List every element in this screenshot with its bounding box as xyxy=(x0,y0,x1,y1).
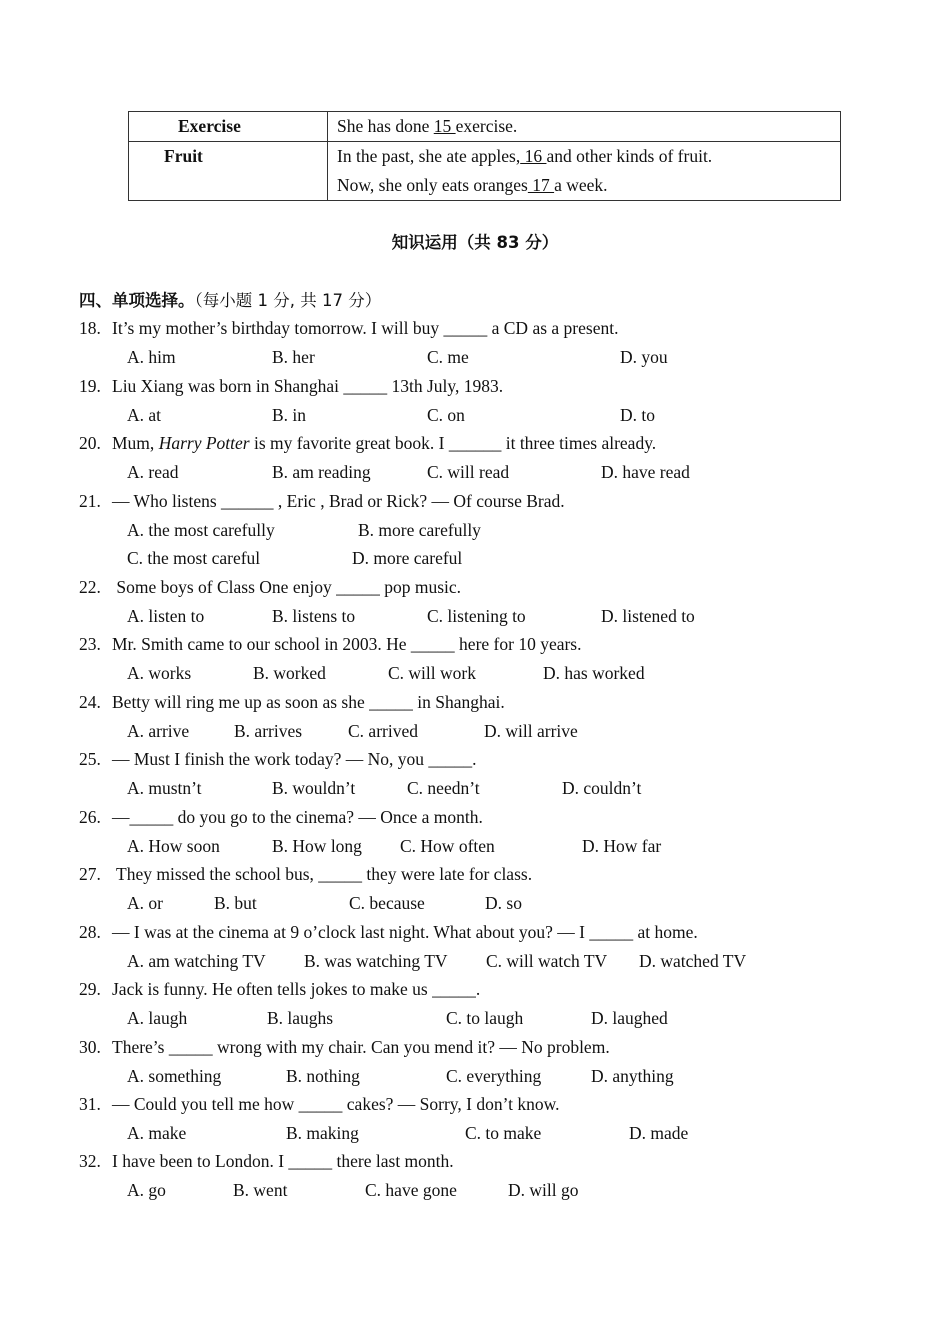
option-c[interactable]: C. arrived xyxy=(348,721,418,741)
option-c[interactable]: C. will work xyxy=(388,663,476,683)
row-value-cell xyxy=(328,112,841,142)
option-b[interactable]: B. more carefully xyxy=(358,520,481,540)
blank-16: 16 xyxy=(520,146,547,166)
question-number: 28. xyxy=(79,922,101,942)
question-text: Liu Xiang was born in Shanghai _____ 13th July, 1983. xyxy=(112,376,504,396)
option-a[interactable]: A. laugh xyxy=(127,1008,188,1028)
question-text: Some boys of Class One enjoy _____ pop music. xyxy=(112,577,462,597)
option-b[interactable]: B. listens to xyxy=(272,606,356,626)
option-c[interactable]: C. How often xyxy=(400,836,495,856)
option-a[interactable]: A. listen to xyxy=(127,606,205,626)
option-a[interactable]: A. read xyxy=(127,462,179,482)
question-25 xyxy=(79,749,477,770)
option-d[interactable]: D. to xyxy=(620,405,655,425)
option-c[interactable]: C. me xyxy=(427,347,469,367)
table-row xyxy=(129,142,841,201)
option-d[interactable]: D. made xyxy=(629,1123,689,1143)
row-label-cell xyxy=(129,142,328,201)
question-number: 25. xyxy=(79,749,101,769)
option-d[interactable]: D. listened to xyxy=(601,606,695,626)
question-text: —_____ do you go to the cinema? — Once a month. xyxy=(112,807,483,827)
question-text: Mr. Smith came to our school in 2003. He _____ here for 10 years. xyxy=(112,634,582,654)
option-b[interactable]: B. am reading xyxy=(272,462,371,482)
option-a[interactable]: A. go xyxy=(127,1180,166,1200)
question-32 xyxy=(79,1151,454,1172)
option-d[interactable]: D. has worked xyxy=(543,663,645,683)
section-title: 知识运用（共 83 分） xyxy=(391,233,559,252)
option-b[interactable]: B. How long xyxy=(272,836,362,856)
option-d[interactable]: D. watched TV xyxy=(639,951,747,971)
option-d[interactable]: D. have read xyxy=(601,462,690,482)
question-number: 22. xyxy=(79,577,101,597)
option-c[interactable]: C. to make xyxy=(465,1123,542,1143)
option-d[interactable]: D. How far xyxy=(582,836,662,856)
option-a[interactable]: A. or xyxy=(127,893,163,913)
question-number: 29. xyxy=(79,979,101,999)
question-22 xyxy=(79,577,461,598)
table-line xyxy=(337,112,840,141)
blank-15: 15 xyxy=(433,116,456,136)
question-number: 19. xyxy=(79,376,101,396)
row-value-cell xyxy=(328,142,841,201)
option-a[interactable]: A. arrive xyxy=(127,721,190,741)
option-c[interactable]: C. because xyxy=(349,893,425,913)
part-heading-label: 四、单项选择。 xyxy=(79,291,195,310)
option-b[interactable]: B. making xyxy=(286,1123,359,1143)
question-18 xyxy=(79,318,618,339)
question-text: — Must I finish the work today? — No, you _____. xyxy=(112,749,477,769)
option-a[interactable]: A. How soon xyxy=(127,836,220,856)
option-c[interactable]: C. needn’t xyxy=(407,778,480,798)
option-d[interactable]: D. will arrive xyxy=(484,721,578,741)
option-c[interactable]: C. to laugh xyxy=(446,1008,524,1028)
question-number: 32. xyxy=(79,1151,101,1171)
question-number: 30. xyxy=(79,1037,101,1057)
option-b[interactable]: B. worked xyxy=(253,663,326,683)
question-23 xyxy=(79,634,582,655)
option-b[interactable]: B. nothing xyxy=(286,1066,360,1086)
question-text: is my favorite great book. I ______ it three times already. xyxy=(249,433,657,453)
option-b[interactable]: B. went xyxy=(233,1180,288,1200)
question-text: I have been to London. I _____ there last month. xyxy=(112,1151,454,1171)
question-30 xyxy=(79,1037,610,1058)
question-text: There’s _____ wrong with my chair. Can you mend it? — No problem. xyxy=(112,1037,610,1057)
line-text: a week. xyxy=(554,175,608,195)
question-26 xyxy=(79,807,483,828)
option-c[interactable]: C. have gone xyxy=(365,1180,457,1200)
blank-17: 17 xyxy=(527,175,555,195)
option-b[interactable]: B. was watching TV xyxy=(304,951,448,971)
question-text: Betty will ring me up as soon as she _____ in Shanghai. xyxy=(112,692,505,712)
option-d[interactable]: D. you xyxy=(620,347,668,367)
option-b[interactable]: B. wouldn’t xyxy=(272,778,356,798)
line-text: Now, she only eats oranges xyxy=(337,175,528,195)
line-text: exercise. xyxy=(455,116,518,136)
option-a[interactable]: A. make xyxy=(127,1123,187,1143)
option-c[interactable]: C. everything xyxy=(446,1066,542,1086)
option-c[interactable]: C. on xyxy=(427,405,465,425)
option-d[interactable]: D. will go xyxy=(508,1180,579,1200)
summary-table xyxy=(128,111,841,201)
book-title: Harry Potter xyxy=(158,433,250,453)
question-27 xyxy=(79,864,532,885)
option-a[interactable]: A. the most carefully xyxy=(127,520,275,540)
option-b[interactable]: B. in xyxy=(272,405,307,425)
row-label: Exercise xyxy=(178,116,241,136)
option-a[interactable]: A. something xyxy=(127,1066,222,1086)
option-b[interactable]: B. arrives xyxy=(234,721,303,741)
question-text: — I was at the cinema at 9 o’clock last night. What about you? — I _____ at home. xyxy=(112,922,698,942)
question-19 xyxy=(79,376,503,397)
question-text: — Who listens ______ , Eric , Brad or Rick? — Of course Brad. xyxy=(112,491,565,511)
question-text: Jack is funny. He often tells jokes to make us _____. xyxy=(112,979,481,999)
table-line xyxy=(337,171,840,200)
row-label-cell xyxy=(129,112,328,142)
option-b[interactable]: B. laughs xyxy=(267,1008,334,1028)
question-number: 26. xyxy=(79,807,101,827)
line-text: In the past, she ate apples, xyxy=(337,146,521,166)
line-text: She has done xyxy=(337,116,434,136)
question-31 xyxy=(79,1094,560,1115)
question-text: It’s my mother’s birthday tomorrow. I will buy _____ a CD as a present. xyxy=(112,318,619,338)
option-a[interactable]: A. at xyxy=(127,405,162,425)
option-b[interactable]: B. but xyxy=(214,893,257,913)
part-heading-note: （每小题 1 分, 共 17 分） xyxy=(194,291,382,310)
option-c[interactable]: C. listening to xyxy=(427,606,526,626)
option-d[interactable]: D. anything xyxy=(591,1066,674,1086)
option-d[interactable]: D. laughed xyxy=(591,1008,668,1028)
question-number: 23. xyxy=(79,634,101,654)
question-number: 24. xyxy=(79,692,101,712)
option-d[interactable]: D. more careful xyxy=(352,548,463,568)
question-21 xyxy=(79,491,565,512)
line-text: and other kinds of fruit. xyxy=(546,146,713,166)
row-label: Fruit xyxy=(164,146,203,166)
table-row xyxy=(129,112,841,142)
option-c[interactable]: C. the most careful xyxy=(127,548,261,568)
option-a[interactable]: A. am watching TV xyxy=(127,951,266,971)
table-line xyxy=(337,142,840,171)
option-d[interactable]: D. so xyxy=(485,893,522,913)
option-d[interactable]: D. couldn’t xyxy=(562,778,642,798)
question-29 xyxy=(79,979,480,1000)
option-c[interactable]: C. will watch TV xyxy=(486,951,608,971)
option-b[interactable]: B. her xyxy=(272,347,315,367)
option-a[interactable]: A. mustn’t xyxy=(127,778,202,798)
question-28 xyxy=(79,922,698,943)
option-a[interactable]: A. works xyxy=(127,663,192,683)
question-number: 20. xyxy=(79,433,101,453)
question-number: 27. xyxy=(79,864,101,884)
question-number: 18. xyxy=(79,318,101,338)
question-text: Mum, xyxy=(112,433,159,453)
question-text: They missed the school bus, _____ they were late for class. xyxy=(112,864,533,884)
part-heading xyxy=(79,287,381,311)
question-number: 31. xyxy=(79,1094,101,1114)
question-text: — Could you tell me how _____ cakes? — Sorry, I don’t know. xyxy=(112,1094,560,1114)
question-number: 21. xyxy=(79,491,101,511)
question-20 xyxy=(79,433,656,454)
option-a[interactable]: A. him xyxy=(127,347,176,367)
question-24 xyxy=(79,692,505,713)
option-c[interactable]: C. will read xyxy=(427,462,510,482)
